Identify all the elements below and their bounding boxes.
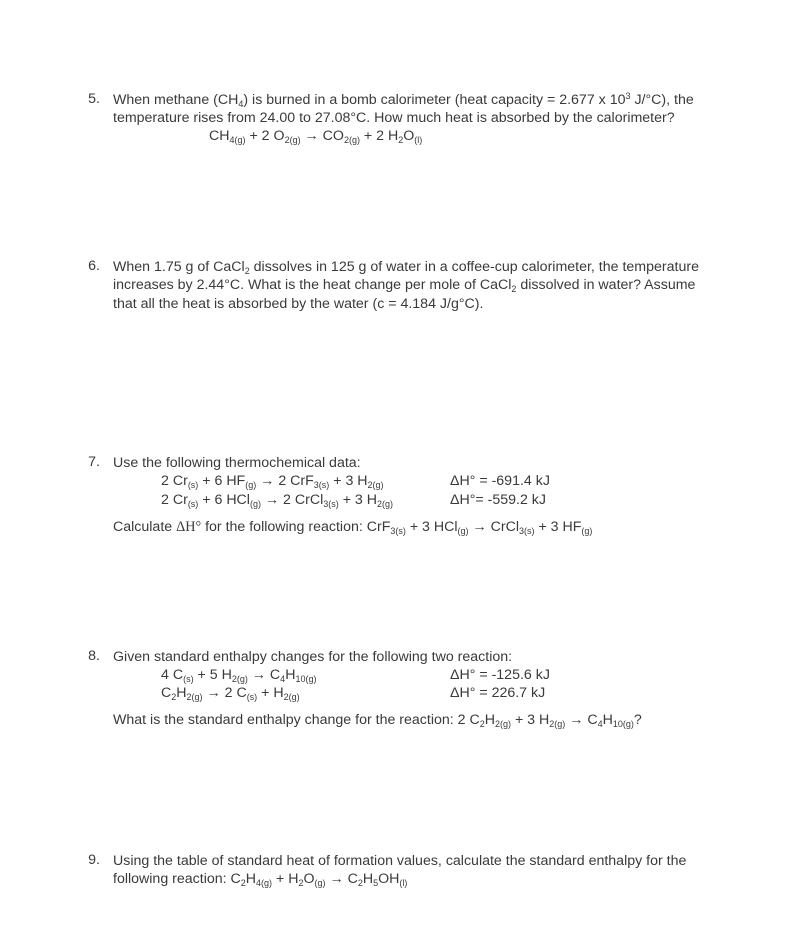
question-text-line: temperature rises from 24.00 to 27.08°C. How much heat is absorbed by the calorimeter?	[113, 110, 675, 126]
question-text-line: following reaction: $C_2H_{4(g)} + H_2O_{(g)} \to C_2H_5OH_{(l)}$	[113, 871, 408, 888]
question-number: 7.	[88, 454, 100, 470]
question-number: 9.	[88, 852, 100, 868]
chemical-equation: 2 $Cr_{(s)} + 6$ HCl$_{(g)}$ → 2 CrCl$_{3(s)}$ + 3 $H_{2(g)}$	[161, 492, 394, 509]
question-number: 6.	[88, 258, 100, 274]
question-text-line: increases by 2.44°C. What is the heat change per mole of CaCl$_2$ dissolved in water? Assume	[113, 277, 696, 294]
question-text-line: What is the standard enthalpy change for the reaction: 2 $C_2H_{2(g)} + 3$ $H_{2(g)} \to C_4H_{10(g)}$?	[113, 712, 642, 729]
question-text-line: that all the heat is absorbed by the water (c = 4.184 J/g°C).	[113, 296, 484, 312]
enthalpy-value: ΔH° = 226.7 kJ	[450, 685, 546, 701]
chemical-equation: 4 $C_{(s)} + 5$ $H_{2(g)} \to C_4H_{10(g)}$	[161, 667, 317, 684]
question-text-line: Given standard enthalpy changes for the following two reaction:	[113, 649, 513, 665]
question-number: 8.	[88, 648, 100, 664]
enthalpy-value: ΔH° = -691.4 kJ	[450, 473, 550, 489]
question-text-line: Use the following thermochemical data:	[113, 455, 361, 471]
enthalpy-value: ΔH°= -559.2 kJ	[450, 492, 546, 508]
enthalpy-value: ΔH° = -125.6 kJ	[450, 667, 550, 683]
question-text-line: When methane $(CH_4)$ is burned in a bomb calorimeter (heat capacity = 2.677 x $10^3$ J/°C), the	[113, 91, 694, 109]
chemical-equation: 2 $Cr_{(s)} + 6$ $HF_{(g)} \to 2$ CrF$_{3(s)}$ + 3 $H_{2(g)}$	[161, 473, 384, 490]
chemical-equation: $C_2H_{2(g)} \to 2$ $C_{(s)} + H_{2(g)}$	[161, 685, 300, 702]
question-text-line: Using the table of standard heat of formation values, calculate the standard enthalpy for the	[113, 853, 687, 869]
question-number: 5.	[88, 91, 100, 107]
question-text-line: Calculate ΔH° for the following reaction: CrF$_{3(s)}$ + 3 HCl$_{(g)}$ → CrCl$_{3(s)}$ + 3 $HF_{(g)}$	[113, 519, 593, 536]
question-text-line: When 1.75 g of CaCl$_2$ dissolves in 125 g of water in a coffee-cup calorimeter, the temperature	[113, 259, 699, 276]
chemical-equation: $CH_{4(g)} + 2$ $O_{2(g)} \to CO_{2(g)} + 2$ $H_2O_{(l)}$	[209, 128, 423, 145]
